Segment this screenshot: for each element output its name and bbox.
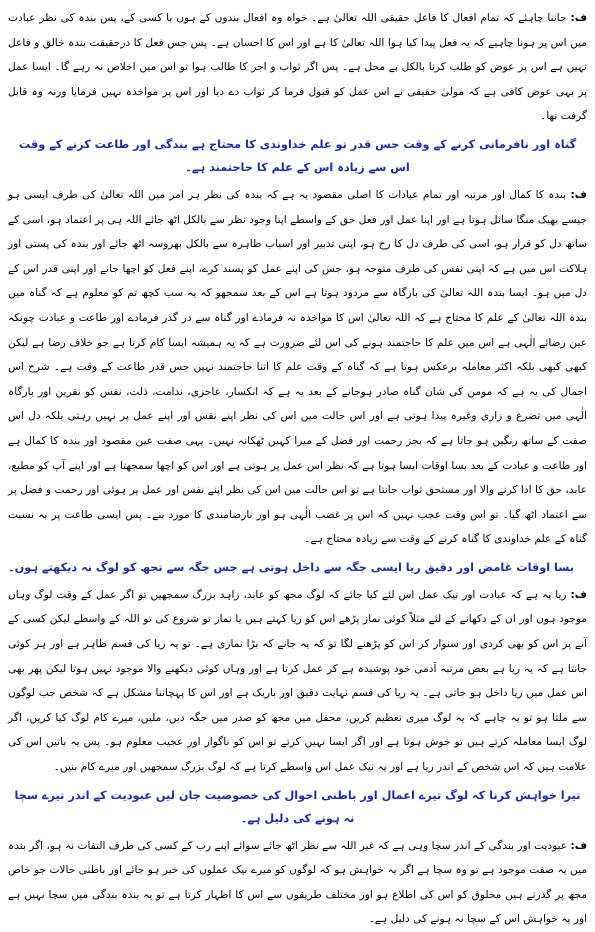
paragraph-label: ف: bbox=[570, 12, 587, 24]
paragraph-label: ف: bbox=[570, 188, 587, 201]
paragraph-2 bbox=[8, 183, 587, 552]
section-heading-1: گناہ اور نافرمانی کرنے کے وقت جس قدر تو علم خداوندی کا محتاج ہے بندگی اور طاعت کرنے کے وقت اس سے زیادہ اس کے علم کا حاجتمند ہے۔ bbox=[18, 137, 577, 174]
paragraph-4 bbox=[8, 834, 587, 932]
paragraph-text: ریا یہ ہے کہ عبادت اور نیک عمل اس لئے کیا جائے کہ لوگ مجھ کو عابد، زاہد بزرگ سمجھیں تو اگر عمل کے وقت لوگ وہاں موجود ہوں اور ان کے دکھانے کے لئے مثلاً کوئی نماز پڑھے اس کو ریا کہتے ہیں یا نماز تو شروع کی تو اللہ کے واسطے لیکن کسی کے آنے پر اس کو بھی کردی اور سنوار کر اس کو پڑھنے لگا تو کہ یہ جانے کہ بڑا نمازی ہے۔ تو یہ ریا کی قسم ظاہر ہے اور ہر کوئی جانتا ہے کہ یہ ریا ہے بعض مرتبہ آدمی خود پوشیدہ ہے کر عمل کرتا ہے اور وہاں کوئی دیکھنے والا موجود نہیں ہوتا لیکن پھر بھی اس عمل میں ریا داخل ہو جاتی ہے۔ یہ ریا کی قسم نہایت دقیق اور باریک ہے اور اس کا پہچاننا مشکل ہے کہ شخص جب لوگوں سے ملتا ہو تو یہ چاہے کہ یہ لوگ میری تعظیم کریں، محفل میں مجھ کو صدر میں جگہ دیں، ملیں، میرے کام لوگ کیا کریں، اگر لوگ ایسا معاملہ کرتے ہیں تو خوش ہوتا ہے اور اگر ایسا نہیں کرتے تو اس کو ناگوار اور عجیب معلوم ہو۔ پس یہ باتیں اس کی علامت ہیں کہ اس شخص کے اندر ریا ہے اور یہ نیک عمل اس واسطے کرتا ہے کہ لوگ بزرگ سمجھیں اور میرے کام بنیں۔ bbox=[8, 588, 587, 774]
paragraph-1 bbox=[8, 6, 587, 129]
paragraph-text: عبودیت اور بندگی کے اندر سچا وہی ہے کہ غیر اللہ سے نظر اٹھ جائے سوائے اپنے رب کے کسی کی طرف التفات نہ ہو، اگر بندہ میں یہ صفت موجود ہے تو وہ سچا ہے اگر یہ خواہش ہو کہ لوگوں کو میرے نیک عملوں کی خبر ہو جائے اور باطنی حالات جو خاص مجھ پر گذرتے ہیں مخلوق کو اس کی اطلاع ہو اور مختلف طریقوں سے اس کا اظہار کرتا ہے تو یہ بندہ بندگی میں سچا نہیں ہے اور یہ خواہش اس کے سچا نہ ہونے کی دلیل ہے۔ bbox=[8, 839, 587, 926]
paragraph-text: جاننا چاہئے کہ تمام افعال کا فاعل حقیقی اللہ تعالیٰ ہے۔ خواہ وہ افعال بندوں کے ہوں یا کسی کے، پس بندہ کی نظر عبادت میں اس پر ہونا چاہیے کہ یہ فعل پیدا کیا ہوا اللہ تعالیٰ کا ہے اور اس کا احسان ہے۔ پس جس فعل کا درحقیقت بندہ خالق و فاعل نہیں ہے اس پر عوض کو طلب کرنا بالکل بے محل ہے۔ پس اگر ثواب و اجر کا طالب ہوا تو اس میں اخلاص نہ رہے گا۔ ایسا عمل پر یہی عوض کافی ہے کہ مولیٰ حقیقی نے اس عمل کو قبول فرما کر ثواب دے دیا اور اس پر مواخذہ نہیں فرمایا ورنہ وہ قابل گرفت تھا۔ bbox=[8, 12, 587, 123]
paragraph-text: بندہ کا کمال اور مرتبہ اور تمام عبادات کا اصلی مقصود یہ ہے کہ بندہ کی نظر ہر امر میں اللہ تعالیٰ کی طرف ایسی ہو جیسے بھیک منگا سائل ہوتا ہے اور اپنا عمل اور فعل حق کے واسطے اپنا وجود نظر سے بالکل اٹھ جائے اللہ ہی پر اعتماد ہو، اسی کے ساتھ دل کو قرار ہو، اسی کی طرف دل کا رخ ہو، اپنی تدبیر اور اسباب ظاہرہ سے بالکل بھروسہ اٹھ جائے اور بندہ کی پستی اور ہلاکت اس میں ہے کہ اپنی نفس کی طرف متوجہ ہو، جس کی اپنے عمل کو پسند کرے، اپنے فعل کو اچھا جانے اور اپنی قدر اس کے دل میں ہو۔ ایسا بندہ اللہ تعالیٰ کی بارگاہ سے مردود ہوتا ہے اس کے بعد سمجھو کہ یہ سب کچھ تم کو معلوم ہے کہ گناہ میں بندہ اللہ تعالیٰ کے علم کا محتاج ہے کہ اللہ تعالیٰ اس کا مواخذہ نہ فرمادے اور گناہ سے در گذر فرمادے اور طاعت و عبادت چونکہ عین رضائے الٰہی ہے اس میں علم کا حاجتمند ہونے کی اس لئے ضرورت ہے کہ یہ ہمیشہ ایسا کام کرتا ہے جو خلاف رضا ہے لیکن کبھی کبھی بلکہ اکثر معاملہ برعکس ہوتا ہے کہ گناہ کے وقت علم کا اتنا حاجتمند نہیں جس قدر طاعت کے وقت ہے۔ شرح اس اجمال کی یہ ہے کہ مومن کی شان گناہ صادر ہوجانے کے بعد یہ ہے کہ انکسار، عاجزی، ندامت، ذلت، نفس کو نفرین اور بارگاہ الٰہی میں تضرع و زاری وغیرہ پیدا ہوتی ہے اور اس حالت میں اس کی نظر اپنے نفس اور اپنے عمل پر نہیں رہتی بلکہ دل اس صفت کے ساتھ رنگین ہو جاتا ہے کہ بجز رحمت اور فضل کے میرا کہیں ٹھکانہ نہیں۔ یہی صفت عین مقصود اور بندہ کا کمال ہے اور طاعت و عبادت کے بعد بسا اوقات ایسا ہوتا ہے کہ نظر اس عمل پر ہوتی ہے اور اس کو اچھا سمجھتا ہے اور اپنے آپ کو مطیع، عابد، حق کا ادا کرنے والا اور مستحق ثواب جانتا ہے تو اس حالت میں اس کی نظر اپنے نفس اور عمل پر ہوئی اور رحمت و فضل پر سے اعتماد اٹھ گیا۔ تو اس وقت عجب نہیں کہ اس پر غضب الٰہی ہو اور نارضامندی کا مورد بنے۔ پس ایسی طاعت پر بہ نسبت گناہ کے علم خداوندی کا گناہ کرنے کے وقت سے زیادہ محتاج ہے۔ bbox=[8, 188, 587, 546]
section-heading-2: بسا اوقات غامض اور دقیق ریا ایسی جگہ سے داخل ہوتی ہے جس جگہ سے تجھ کو لوگ نہ دیکھتے ہوں۔ bbox=[8, 560, 575, 574]
paragraph-3 bbox=[8, 583, 587, 780]
section-heading-3: تیرا خواہش کرنا کہ لوگ تیرے اعمال اور باطنی احوال کی خصوصیت جان لیں عبودیت کے اندر تیرے سچا نہ ہونے کی دلیل ہے۔ bbox=[14, 788, 581, 825]
paragraph-label: ف: bbox=[570, 839, 587, 852]
paragraph-label: ف: bbox=[570, 588, 587, 601]
